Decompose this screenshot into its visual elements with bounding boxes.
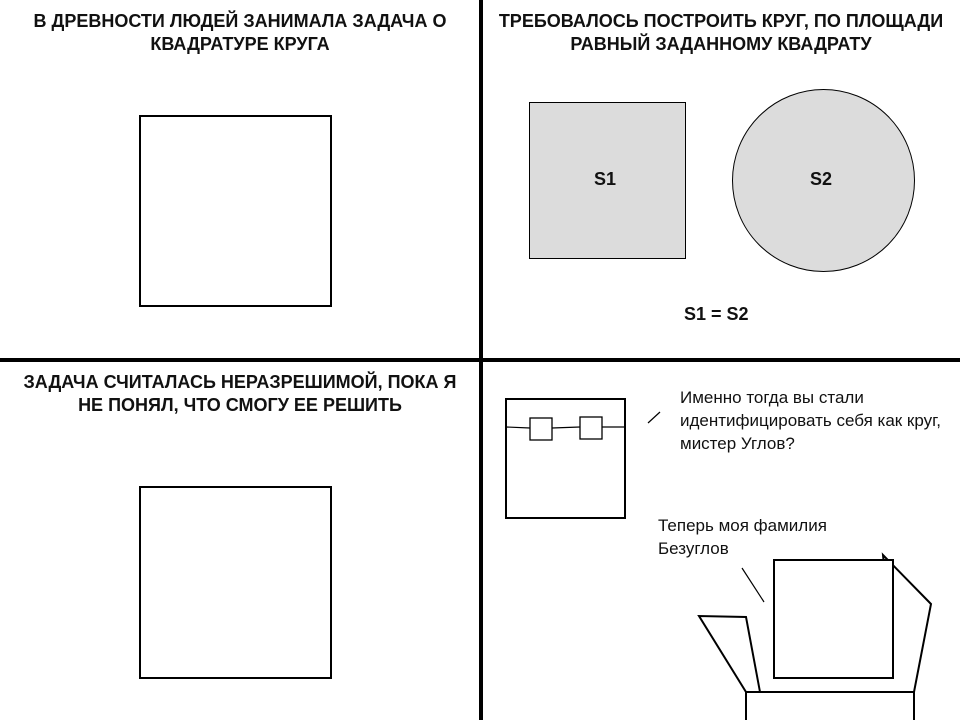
speech-tick-interviewee bbox=[742, 568, 764, 602]
panel-caption: ЗАДАЧА СЧИТАЛАСЬ НЕРАЗРЕШИМОЙ, ПОКА Я НЕ ПОНЯЛ, ЧТО СМОГУ ЕЕ РЕШИТЬ bbox=[23, 372, 457, 415]
panel-bottom-right bbox=[484, 362, 960, 720]
interviewer-speech: Именно тогда вы стали идентифицировать себя как круг, мистер Углов? bbox=[680, 388, 941, 453]
square-drawing bbox=[139, 115, 332, 307]
square-man-in-chair bbox=[774, 560, 893, 678]
panel-caption: В ДРЕВНОСТИ ЛЮДЕЙ ЗАНИМАЛА ЗАДАЧА О КВАДРАТУРЕ КРУГА bbox=[33, 11, 447, 54]
horizontal-panel-divider bbox=[0, 358, 960, 362]
interviewee-speech: Теперь моя фамилия Безуглов bbox=[658, 516, 827, 558]
area-equation: S1 = S2 bbox=[684, 304, 749, 324]
small-square-person-left bbox=[530, 418, 552, 440]
armchair-seat bbox=[746, 692, 914, 720]
square-area-label: S1 bbox=[594, 169, 617, 189]
armchair-left-arm bbox=[699, 616, 760, 692]
tv-screen bbox=[506, 399, 625, 518]
panel-top-right bbox=[484, 0, 960, 360]
circle-area-label: S2 bbox=[810, 169, 833, 189]
small-square-person-right bbox=[580, 417, 602, 439]
square-drawing bbox=[139, 486, 332, 679]
panel-bottom-left bbox=[0, 362, 480, 720]
panel-top-left bbox=[0, 0, 480, 360]
panel-caption: ТРЕБОВАЛОСЬ ПОСТРОИТЬ КРУГ, ПО ПЛОЩАДИ РАВНЫЙ ЗАДАННОМУ КВАДРАТУ bbox=[498, 11, 944, 54]
speech-tick-interviewer bbox=[648, 412, 660, 423]
